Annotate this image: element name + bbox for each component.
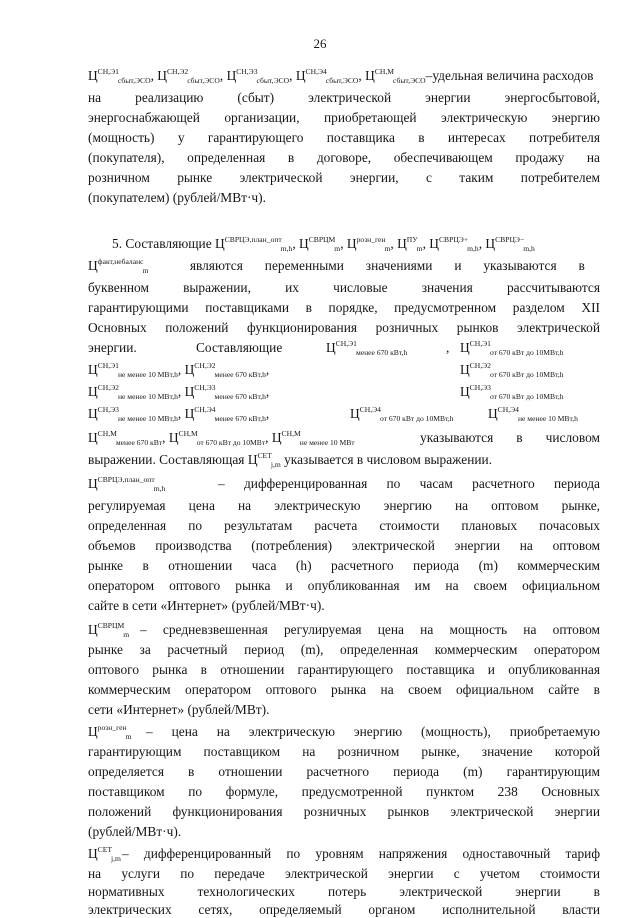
symbol-superscript: СН,М bbox=[97, 429, 117, 438]
symbol-subscript: менее 670 кВт,h bbox=[355, 348, 408, 357]
text-line: рынке в отношении часа (h) расчетного периода (m) коммерческим bbox=[88, 558, 600, 573]
symbol-superscript: СН,Э2 bbox=[469, 361, 491, 370]
symbol-base: Ц bbox=[397, 236, 407, 251]
symbol-base: Ц bbox=[365, 68, 375, 83]
symbol-base: Ц bbox=[215, 236, 225, 251]
text-fragment: Составляющие bbox=[196, 340, 283, 355]
symbol-subscript: сбыт,ЭСО bbox=[117, 76, 151, 85]
symbol-base: Ц bbox=[460, 384, 470, 399]
page-number: 26 bbox=[313, 36, 327, 51]
symbol-subscript: менее 670 кВт,h bbox=[214, 392, 266, 401]
symbol-superscript: ПУ bbox=[406, 235, 418, 244]
symbol-superscript: розн_ген bbox=[356, 235, 386, 244]
comma-sep: , bbox=[446, 340, 450, 355]
def2-first-line bbox=[88, 622, 600, 638]
text-line: (рублей/МВт·ч). bbox=[88, 824, 182, 839]
text-line: Основных положений функционирования розничных рынков электрической bbox=[88, 320, 600, 335]
symbol-subscript: m bbox=[384, 244, 391, 253]
symbol-superscript: СН,Э2 bbox=[166, 67, 189, 76]
symbol-subscript: от 670 кВт до 10МВт,h bbox=[379, 414, 454, 423]
symbol-superscript: СН,Э4 bbox=[305, 67, 327, 76]
symbol-subscript: m bbox=[334, 244, 341, 253]
symbol-superscript: СН,Э1 bbox=[335, 339, 357, 348]
symbol-base: Ц bbox=[168, 430, 179, 445]
text-line: положений функционирования розничных рынков электрической энергии bbox=[88, 804, 600, 819]
text-fragment: – дифференцированная по часам расчетного периода bbox=[218, 476, 600, 491]
cost-symbols: $Ц^{СН,Э1}_{сбыт,ЭСО}$, $Ц^{СН,Э2}_{сбыт,ЭСО}$, $Ц^{СН,Э3}_{сбыт,ЭСО}$, $Ц^{СН,Э4}_{сбыт,ЭСО}$, $Ц^{СН,М}_{сбыт,ЭСО}$ bbox=[88, 67, 426, 85]
symbol-subscript: не менее 10 МВт,h bbox=[117, 414, 178, 423]
symbol-superscript: СВРЦЭ,план_опт bbox=[224, 235, 282, 244]
symbol-subscript: j,m bbox=[111, 854, 121, 863]
symbol-base: Ц bbox=[295, 68, 306, 83]
def1-first-line bbox=[88, 476, 600, 492]
symbol-set-def bbox=[88, 846, 121, 861]
symbol-base: Ц bbox=[271, 430, 282, 445]
symbol-subscript: менее 670 кВт,h bbox=[214, 370, 266, 379]
text-line: гарантирующим поставщиком на розничном рынке, значение которой bbox=[88, 744, 600, 759]
symbol-superscript: СН,Э2 bbox=[194, 361, 216, 370]
p5-line-h: $Ц^{СН,Э2}_{не менее 10 МВт,h}$, $Ц^{СН,Э3}_{менее 670 кВт,h}$, $Ц^{СН,Э3}_{от 670 кВт до 10МВт,h}$ bbox=[88, 383, 564, 401]
symbol-ot-e2 bbox=[460, 362, 564, 378]
text-fragment: выражении. Составляющая bbox=[88, 452, 245, 467]
text-fragment: – цена на электрическую энергию (мощность), приобретаемую bbox=[146, 724, 600, 739]
symbol-superscript: СН,М bbox=[281, 429, 301, 438]
text-line: на реализацию (сбыт) электрической энергии энергосбытовой, bbox=[88, 90, 600, 105]
symbol-subscript: m bbox=[125, 732, 132, 741]
symbol-subscript: от 670 кВт до 10МВт,h bbox=[489, 392, 564, 401]
text-line: сайте в сети «Интернет» (рублей/МВт·ч). bbox=[88, 598, 325, 613]
symbol-rozn-gen bbox=[88, 724, 132, 739]
text-line: энергоснабжающей организации, приобретающей электрическую энергию bbox=[88, 110, 600, 125]
symbol-superscript: СН,Э4 bbox=[359, 405, 381, 414]
symbol-base: Ц bbox=[485, 236, 496, 251]
text-line: определяется в отношении расчетного периода (m) гарантирующим bbox=[88, 764, 600, 779]
p5-line-i: $Ц^{СН,Э3}_{не менее 10 МВт,h}$, $Ц^{СН,Э4}_{менее 670 кВт,h}$, $Ц^{СН,Э4}_{от 670 кВт до 10МВт,h}$ $Ц^{СН,Э4}_{не менее 10 МВт,h}$ bbox=[88, 405, 578, 423]
symbol-subscript: от 670 кВт до 10МВт bbox=[196, 438, 266, 447]
text-line: розничном рынке электрической энергии, с таким потребителем bbox=[88, 170, 600, 185]
symbol-superscript: СЕТ bbox=[257, 451, 272, 460]
symbol-subscript: не менее 10 МВт bbox=[299, 438, 355, 447]
symbol-superscript: факт,небаланс bbox=[97, 257, 144, 266]
symbol-base: Ц bbox=[88, 406, 98, 421]
symbol-subscript: не менее 10 МВт,h bbox=[117, 392, 178, 401]
symbol-base: Ц bbox=[346, 236, 357, 251]
text-line: коммерческим оператором оптового рынка на своем официальном сайте в bbox=[88, 682, 600, 697]
symbol-subscript: сбыт,ЭСО bbox=[256, 76, 290, 85]
symbol-base: Ц bbox=[226, 68, 237, 83]
symbol-subscript: j,m bbox=[270, 460, 281, 469]
symbol-subscript: m,h bbox=[153, 484, 166, 493]
text-line: регулируемая цена на электрическую энергию на оптовом рынке, bbox=[88, 498, 600, 513]
p5-text: являются переменными значениями и указываются в bbox=[189, 258, 585, 273]
symbol-set bbox=[248, 452, 281, 467]
def4-first-line bbox=[88, 846, 600, 862]
symbol-base: Ц bbox=[88, 846, 98, 861]
symbol-menee-e2 bbox=[185, 362, 266, 377]
text-line: (покупателя), определенная в договоре, обеспечивающем продажу на bbox=[88, 150, 600, 165]
symbol-base: Ц bbox=[88, 430, 98, 445]
symbol-superscript: СН,Э4 bbox=[194, 405, 216, 414]
symbol-subscript: сбыт,ЭСО bbox=[325, 76, 359, 85]
symbol-subscript: m bbox=[142, 266, 149, 275]
symbol-superscript: СН,Э3 bbox=[236, 67, 258, 76]
symbol-subscript: m,h bbox=[523, 244, 535, 253]
symbol-base: Ц bbox=[184, 384, 195, 399]
text-line: сети «Интернет» (рублей/МВт). bbox=[88, 702, 270, 717]
text-fragment: энергии. bbox=[88, 340, 137, 355]
symbol-superscript: СН,Э3 bbox=[97, 405, 119, 414]
symbol-subscript: m,h bbox=[467, 244, 479, 253]
symbol-subscript: не менее 10 МВт,h bbox=[117, 370, 178, 379]
def3-first-line bbox=[88, 724, 600, 740]
line-cost-symbols bbox=[88, 68, 600, 84]
symbol-ot-e3 bbox=[460, 384, 564, 400]
symbol-subscript: m bbox=[123, 630, 130, 639]
text-fragment: указывается в числовом выражении. bbox=[284, 452, 493, 467]
fact-imbalance-symbol bbox=[88, 258, 148, 273]
symbol-superscript: СН,Э1 bbox=[469, 339, 491, 348]
symbol-subscript: m bbox=[416, 244, 423, 253]
symbol-superscript: СН,Э3 bbox=[469, 383, 491, 392]
symbol-menee-e1 bbox=[326, 340, 407, 356]
p5-line-f bbox=[88, 340, 600, 356]
text-line: буквенном выражении, их числовые значения рассчитываются bbox=[88, 280, 600, 295]
text-fragment: – дифференцированный по уровням напряжения одноставочный тариф bbox=[122, 846, 600, 861]
text-fragment: указываются в числовом bbox=[420, 430, 600, 445]
symbol-ne-e3 bbox=[88, 406, 178, 421]
symbol-superscript: СН,М bbox=[374, 67, 394, 76]
text-line: (мощность) у гарантирующего поставщика в интересах потребителя bbox=[88, 130, 600, 145]
symbol-superscript: СН,Э1 bbox=[97, 67, 119, 76]
symbol-superscript: СВРЦМ bbox=[97, 621, 125, 630]
symbol-base: Ц bbox=[88, 724, 98, 739]
symbol-ne-e2 bbox=[88, 384, 178, 399]
symbol-ne-e4 bbox=[488, 406, 578, 422]
text-line: нормативных технологических потерь электрической энергии в bbox=[88, 884, 600, 899]
symbol-base: Ц bbox=[88, 362, 98, 377]
p5-intro: 5. Составляющие bbox=[112, 236, 212, 251]
p5-line-g: $Ц^{СН,Э1}_{не менее 10 МВт,h}$, $Ц^{СН,Э2}_{менее 670 кВт,h}$, $Ц^{СН,Э2}_{от 670 кВт до 10МВт,h}$ bbox=[88, 361, 564, 379]
symbol-base: Ц bbox=[88, 384, 98, 399]
symbol-superscript: СЕТ bbox=[97, 845, 113, 854]
symbol-superscript: СН,Э2 bbox=[97, 383, 119, 392]
symbol-base: Ц bbox=[299, 236, 309, 251]
symbol-superscript: СН,Э4 bbox=[497, 405, 519, 414]
symbol-base: Ц bbox=[88, 622, 98, 637]
symbol-subscript: не менее 10 МВт,h bbox=[517, 414, 578, 423]
symbol-base: Ц bbox=[88, 68, 98, 83]
symbol-base: Ц bbox=[157, 68, 167, 83]
symbol-ot-m bbox=[169, 430, 265, 445]
symbol-superscript: СВРЦЭ,план_опт bbox=[97, 475, 155, 484]
symbol-base: Ц bbox=[460, 362, 470, 377]
p5-first-line bbox=[112, 236, 600, 252]
symbol-superscript: СН,Э3 bbox=[194, 383, 216, 392]
symbol-superscript: розн_ген bbox=[97, 723, 127, 732]
symbol-menee-m bbox=[88, 430, 162, 445]
symbol-menee-e3 bbox=[185, 384, 266, 399]
symbol-menee-e4 bbox=[185, 406, 266, 421]
symbol-svrce-plan bbox=[88, 476, 165, 491]
symbol-ot-e1 bbox=[460, 340, 564, 356]
symbol-base: Ц bbox=[326, 340, 336, 355]
symbol-base: Ц bbox=[488, 406, 498, 421]
text-line: определенная по результатам расчета стоимости плановых почасовых bbox=[88, 518, 600, 533]
symbol-base: Ц bbox=[460, 340, 470, 355]
p5-line-k: $Ц^{СН,М}_{менее 670 кВт}$, $Ц^{СН,М}_{от 670 кВт до 10МВт}$, $Ц^{СН,М}_{не менее 10 МВт}$ указываются в числовом bbox=[88, 429, 600, 447]
symbol-subscript: от 670 кВт до 10МВт,h bbox=[489, 348, 564, 357]
symbol-ne-e1 bbox=[88, 362, 178, 377]
symbol-ne-m bbox=[272, 430, 355, 445]
p5-line-b bbox=[88, 258, 600, 274]
cost-definition-start: –удельная величина расходов bbox=[425, 68, 594, 83]
symbol-superscript: СН,М bbox=[178, 429, 198, 438]
text-line: на услуги по передаче электрической энергии с учетом стоимости bbox=[88, 866, 600, 881]
text-line: объемов производства (потребления) электрической энергии на оптовом bbox=[88, 538, 600, 553]
symbol-superscript: СН,Э1 bbox=[97, 361, 119, 370]
symbol-ot-e4 bbox=[350, 406, 454, 422]
symbol-svrcm bbox=[88, 622, 129, 637]
p5-symbols: $Ц^{СВРЦЭ,план\_опт}_{m,h}$, $Ц^{СВРЦМ}_m$, $Ц^{розн\_ген}_m$, $Ц^{ПУ}_m$, $Ц^{СВРЦЭ+}_{m,h}$, $Ц^{СВРЦЭ-}_{m,h}$ bbox=[215, 235, 535, 253]
text-line: поставщиком по формуле, предусмотренной пунктом 238 Основных bbox=[88, 784, 600, 799]
symbol-subscript: от 670 кВт до 10МВт,h bbox=[489, 370, 564, 379]
text-line: рынке за расчетный период (m), определенная коммерческим оператором bbox=[88, 642, 600, 657]
symbol-subscript: m,h bbox=[280, 244, 293, 253]
symbol-base: Ц bbox=[88, 258, 98, 273]
symbol-subscript: менее 670 кВт bbox=[115, 438, 163, 447]
text-fragment: – средневзвешенная регулируемая цена на мощность на оптовом bbox=[140, 622, 600, 637]
symbol-base: Ц bbox=[184, 362, 195, 377]
symbol-subscript: сбыт,ЭСО bbox=[393, 76, 426, 85]
text-line: оптового рынка в отношении гарантирующего поставщика и опубликованная bbox=[88, 662, 600, 677]
text-line: электрических сетях, определяемый органом исполнительной власти bbox=[88, 902, 600, 917]
symbol-base: Ц bbox=[247, 452, 258, 467]
symbol-subscript: менее 670 кВт,h bbox=[214, 414, 266, 423]
text-line: (покупателем) (рублей/МВт·ч). bbox=[88, 190, 266, 205]
text-line: оператором оптового рынка и опубликованная им на своем официальном bbox=[88, 578, 600, 593]
p5-line-l bbox=[88, 452, 600, 468]
text-line: гарантирующими поставщиками в порядке, предусмотренном разделом XII bbox=[88, 300, 600, 315]
symbol-superscript: СВРЦМ bbox=[308, 235, 336, 244]
symbol-base: Ц bbox=[350, 406, 360, 421]
symbol-subscript: сбыт,ЭСО bbox=[187, 76, 220, 85]
symbol-superscript: СВРЦЭ+ bbox=[438, 235, 469, 244]
symbol-base: Ц bbox=[429, 236, 439, 251]
symbol-base: Ц bbox=[184, 406, 195, 421]
symbol-superscript: СВРЦЭ− bbox=[495, 235, 525, 244]
symbol-base: Ц bbox=[88, 476, 98, 491]
